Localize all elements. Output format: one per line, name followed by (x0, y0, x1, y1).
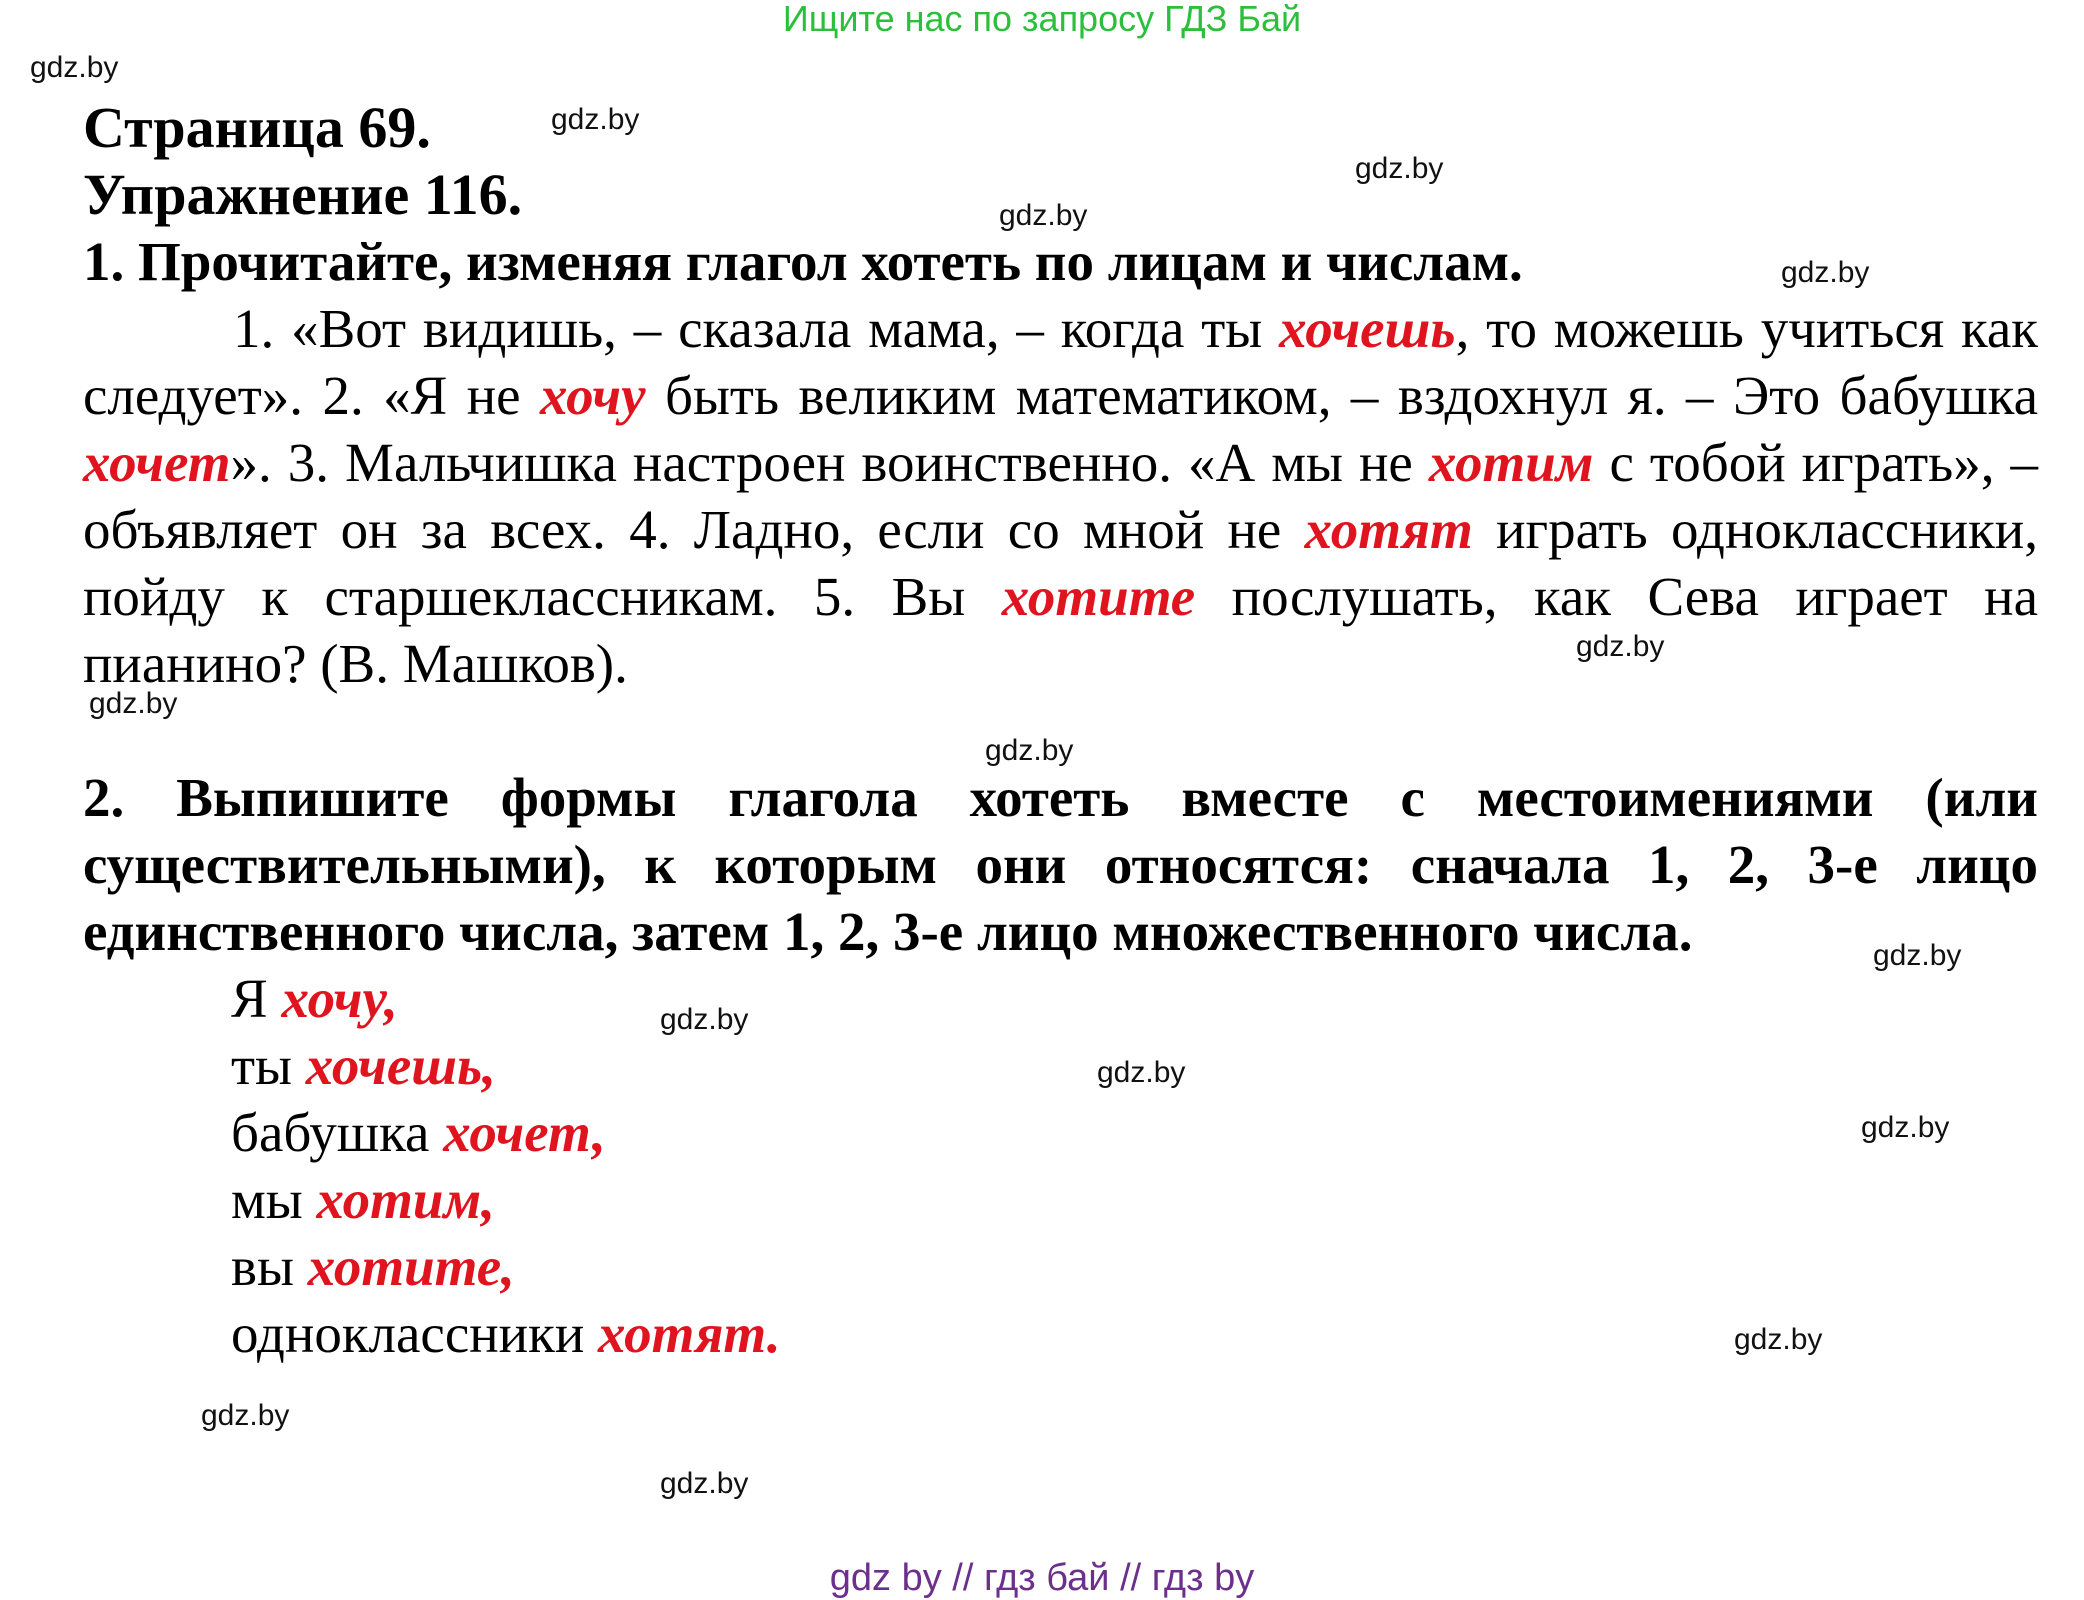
watermark: gdz.by (660, 1003, 749, 1036)
text-fragment: послушать, как Сева играет на пианино? (В. Машков). (83, 566, 2038, 694)
form-verb: хочу, (281, 968, 398, 1029)
highlighted-verb: хотят (1304, 499, 1473, 560)
search-banner[interactable]: Ищите нас по запросу ГДЗ Бай (782, 0, 1302, 39)
task-1-instruction: 1. Прочитайте, изменяя глагол хотеть по лицам и числам. (83, 231, 1523, 292)
watermark: gdz.by (1781, 256, 1870, 289)
verb-form-item (231, 1099, 2038, 1166)
highlighted-verb: хотите (1001, 566, 1196, 627)
verb-form-item (231, 965, 2038, 1032)
watermark: gdz.by (1097, 1056, 1186, 1089)
form-subject: ты (231, 1035, 292, 1096)
form-verb: хотите, (307, 1236, 515, 1297)
watermark: gdz.by (201, 1399, 290, 1432)
form-verb: хотим, (316, 1169, 495, 1230)
exercise-content (83, 94, 2038, 1367)
spacer (83, 697, 2038, 764)
form-subject: одноклассники (231, 1303, 585, 1364)
highlighted-verb: хочет (83, 432, 231, 493)
page-title: Страница 69. (83, 95, 431, 160)
text-fragment: ». 3. Мальчишка настроен воинственно. «А мы не (230, 432, 1429, 493)
highlighted-verb: хочешь (1279, 298, 1456, 359)
highlighted-verb: хочу (540, 365, 646, 426)
watermark: gdz.by (1873, 939, 1962, 972)
form-subject: Я (231, 968, 268, 1029)
form-subject: мы (231, 1169, 303, 1230)
watermark: gdz.by (30, 51, 119, 84)
footer-links[interactable]: gdz by // гдз бай // гдз by (829, 1557, 1255, 1599)
form-subject: бабушка (231, 1102, 430, 1163)
text-fragment: играть одноклассники, пойду к старшеклассникам. 5. Вы (83, 499, 2038, 627)
form-verb: хочешь, (305, 1035, 496, 1096)
text-fragment: 1. «Вот видишь, – сказала мама, – когда ты (233, 298, 1280, 359)
watermark: gdz.by (89, 687, 178, 720)
verb-form-item (231, 1300, 2038, 1367)
watermark: gdz.by (1734, 1323, 1823, 1356)
watermark: gdz.by (985, 734, 1074, 767)
form-verb: хотят. (598, 1303, 781, 1364)
highlighted-verb: хотим (1428, 432, 1594, 493)
verb-forms-list (231, 965, 2038, 1367)
form-verb: хочет, (443, 1102, 606, 1163)
task-2-instruction: 2. Выпишите формы глагола хотеть вместе с местоимениями (или существительными), к которым они относятся: сначала 1, 2, 3-е лицо единственного числа, затем 1, 2, 3-е лицо множественного числа. (83, 767, 2038, 962)
watermark: gdz.by (551, 103, 640, 136)
watermark: gdz.by (999, 199, 1088, 232)
text-fragment: с тобой играть», – объявляет он за всех. 4. Ладно, если со мной не (83, 432, 2038, 560)
verb-form-item (231, 1032, 2038, 1099)
reading-text (83, 295, 2038, 697)
watermark: gdz.by (1861, 1111, 1950, 1144)
exercise-title: Упражнение 116. (83, 162, 523, 227)
form-subject: вы (231, 1236, 294, 1297)
verb-form-item (231, 1166, 2038, 1233)
watermark: gdz.by (1576, 630, 1665, 663)
watermark: gdz.by (660, 1467, 749, 1500)
watermark: gdz.by (1355, 152, 1444, 185)
text-fragment: быть великим математиком, – вздохнул я. – Это бабушка (645, 365, 2038, 426)
verb-form-item (231, 1233, 2038, 1300)
text-fragment: , то можешь учиться как следует». 2. «Я не (83, 298, 2038, 426)
